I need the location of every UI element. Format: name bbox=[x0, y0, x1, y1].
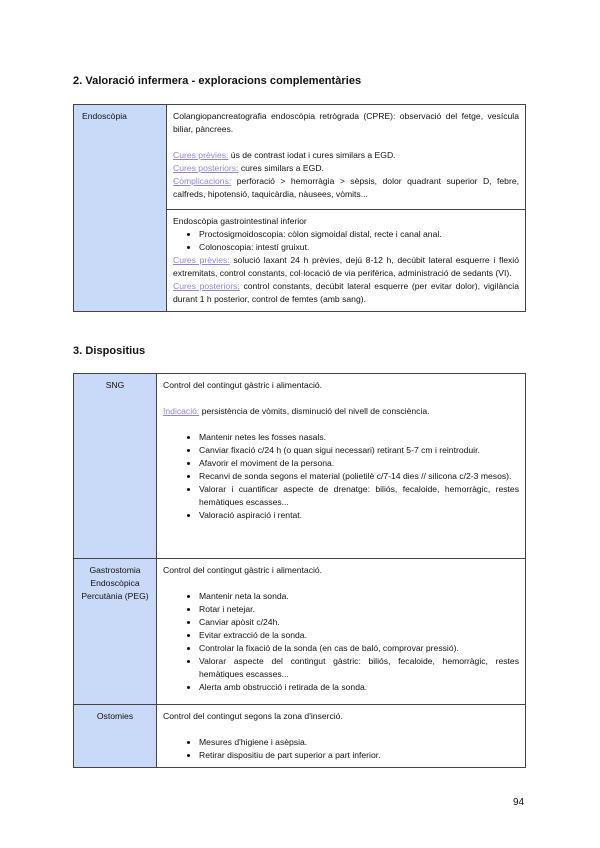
cpre-post-care: Cures posteriors: cures similars a EGD. bbox=[173, 163, 324, 173]
endoscopy-label: Endoscòpia bbox=[74, 105, 167, 312]
devices-table bbox=[73, 373, 526, 768]
list-item: • Mantenir netes les fosses nasals. bbox=[199, 431, 519, 444]
lower-gi-title: Endoscòpia gastrointestinal inferior bbox=[173, 216, 307, 226]
list-item: • Recanvi de sonda segons el material (polietilè c/7-14 dies // silicona c/2-3 mesos). bbox=[199, 470, 519, 483]
ostomies-cell bbox=[157, 705, 526, 768]
list-item: • Colonoscopia: intestí gruixut. bbox=[199, 241, 519, 254]
peg-list bbox=[163, 590, 519, 694]
sng-intro: Control del contingut gàstric i alimentació. bbox=[163, 380, 323, 390]
ostomies-intro: Control del contingut segons la zona d'inserció. bbox=[163, 711, 343, 721]
cpre-cell bbox=[167, 105, 526, 210]
list-item: • Valorar aspecte del contingut gàstric: biliós, fecaloide, hemorràgic, restes hemàtiques escasses... bbox=[199, 655, 519, 681]
cpre-complications: Complicacions: perforació > hemorràgia > sèpsis, dolor quadrant superior D, febre, calfreds, hipotensió, taquicàrdia, nàusees, vòmits... bbox=[173, 176, 519, 199]
cpre-intro: Colangiopancreatografia endoscòpia retrògrada (CPRE): observació del fetge, vesícula biliar, pàncrees. bbox=[173, 111, 519, 134]
list-item: • Afavorir el moviment de la persona. bbox=[199, 457, 519, 470]
lower-gi-cell bbox=[167, 210, 526, 312]
sng-indication: Indicació: persistència de vòmits, disminució del nivell de consciència. bbox=[163, 406, 430, 416]
peg-cell bbox=[157, 559, 526, 705]
page-number: 94 bbox=[513, 797, 525, 808]
lower-gi-pre-care-link[interactable]: Cures prèvies: bbox=[173, 255, 230, 265]
list-item: • Valoració aspiració i rentat. bbox=[199, 509, 519, 522]
sng-label: SNG bbox=[74, 374, 157, 559]
list-item: • Valorar i cuantificar aspecte de drenatge: biliós, fecaloide, hemorràgic, restes hemàtiques escasses... bbox=[199, 483, 519, 509]
list-item: • Evitar extracció de la sonda. bbox=[199, 629, 519, 642]
section-title-devices: 3. Dispositius bbox=[73, 345, 146, 357]
section-title-assessment: 2. Valoració infermera - exploracions complementàries bbox=[73, 75, 362, 87]
lower-gi-pre-care: Cures prèvies: solució laxant 24 h prèvies, dejú 8-12 h, decúbit lateral esquerre i flexió extremitats, control constants, col·locació de via perifèrica, administració de sedants (VI). bbox=[173, 255, 519, 278]
list-item: • Mantenir neta la sonda. bbox=[199, 590, 519, 603]
ostomies-label: Ostomies bbox=[74, 705, 157, 768]
list-item: • Mesures d'higiene i asèpsia. bbox=[199, 736, 519, 749]
list-item: • Canviar fixació c/24 h (o quan sigui necessari) retirant 5-7 cm i reintroduir. bbox=[199, 444, 519, 457]
sng-list bbox=[163, 431, 519, 522]
cpre-pre-care-link[interactable]: Cures prèvies: bbox=[173, 150, 229, 160]
peg-intro: Control del contingut gàstric i alimentació. bbox=[163, 565, 323, 575]
sng-cell bbox=[157, 374, 526, 559]
lower-gi-post-care-link[interactable]: Cures posteriors: bbox=[173, 281, 240, 291]
lower-gi-list bbox=[173, 228, 519, 254]
ostomies-list bbox=[163, 736, 519, 762]
list-item: • Proctosigmoidoscopia: còlon sigmoidal distal, recte i canal anal. bbox=[199, 228, 519, 241]
list-item: • Controlar la fixació de la sonda (en cas de baló, comprovar pressió). bbox=[199, 642, 519, 655]
list-item: • Rotar i netejar. bbox=[199, 603, 519, 616]
list-item: • Alerta amb obstrucció i retirada de la sonda. bbox=[199, 681, 519, 694]
list-item: • Canviar apòsit c/24h. bbox=[199, 616, 519, 629]
sng-indication-link[interactable]: Indicació: bbox=[163, 406, 200, 416]
cpre-complications-link[interactable]: Complicacions: bbox=[173, 176, 232, 186]
cpre-post-care-link[interactable]: Cures posteriors: bbox=[173, 163, 239, 173]
list-item: • Retirar dispositiu de part superior a part inferior. bbox=[199, 749, 519, 762]
lower-gi-post-care: Cures posteriors: control constants, decúbit lateral esquerre (per evitar dolor), vigilància durant 1 h posterior, control de femtes (amb sang). bbox=[173, 281, 519, 304]
peg-label: Gastrostomia Endoscòpica Percutània (PEG) bbox=[74, 559, 157, 705]
endoscopy-table bbox=[73, 104, 526, 312]
cpre-pre-care: Cures prèvies: ús de contrast iodat i cures similars a EGD. bbox=[173, 150, 396, 160]
